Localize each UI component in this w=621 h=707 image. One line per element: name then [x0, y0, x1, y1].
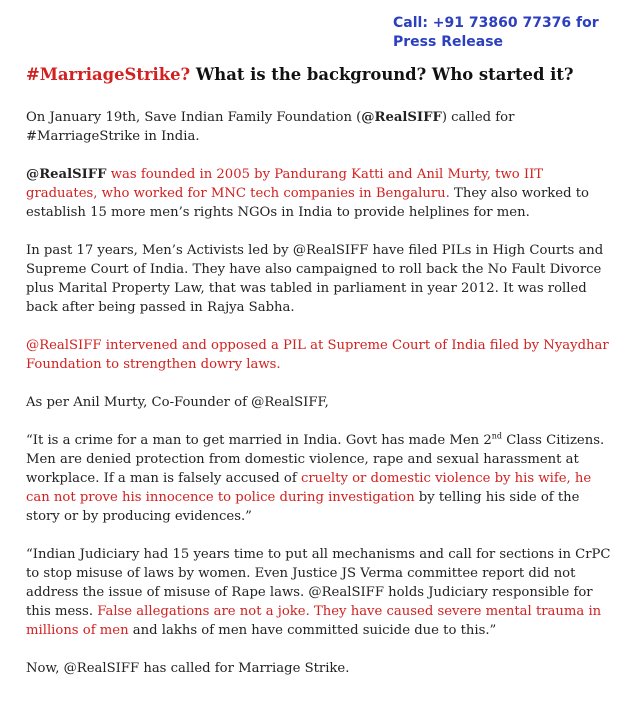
quote-first-highlight: cruelty or domestic violence by his wife, he can not prove his innocence to police during investigation: [26, 471, 592, 505]
quote-first-text-b: Class Citizens. Men are denied protection from domestic violence, rape and sexual harassment at workplace. If a man is falsely accused of: [26, 433, 605, 486]
article-body: [26, 108, 614, 697]
quote-second-text-b: and lakhs of men have committed suicide due to this.”: [128, 623, 497, 638]
paragraph-call-text-a: On January 19th, Save Indian Family Foundation (: [26, 110, 362, 125]
press-contact-phone: Call: +91 73860 77376 for: [393, 15, 599, 31]
paragraph-founding: [26, 165, 614, 222]
quote-second-highlight: False allegations are not a joke. They have caused severe mental trauma in millions of men: [26, 604, 602, 638]
founding-highlight: was founded in 2005 by Pandurang Katti and Anil Murty, two IIT graduates, who worked for MNC tech companies in Bengaluru.: [26, 167, 544, 201]
paragraph-call-text-b: ) called for #MarriageStrike in India.: [26, 110, 515, 144]
quote-second: [26, 545, 614, 640]
press-contact-label: Press Release: [393, 34, 504, 50]
paragraph-conclusion: Now, @RealSIFF has called for Marriage Strike.: [26, 661, 350, 676]
paragraph-call: [26, 108, 614, 146]
handle-mention: @RealSIFF: [361, 110, 442, 125]
paragraph-attribution: As per Anil Murty, Co-Founder of @RealSIFF,: [26, 395, 329, 410]
paragraph-dowry-pil: @RealSIFF intervened and opposed a PIL at Supreme Court of India filed by Nyaydhar Foundation to strengthen dowry laws.: [26, 338, 609, 372]
headline-text: What is the background? Who started it?: [190, 65, 574, 84]
headline: [26, 64, 616, 86]
quote-first-text-a: “It is a crime for a man to get married in India. Govt has made Men 2: [26, 433, 492, 448]
founding-rest: They also worked to establish 15 more men’s rights NGOs in India to provide helplines for men.: [26, 186, 589, 220]
quote-first: [26, 431, 614, 526]
ordinal-suffix: nd: [491, 431, 503, 441]
handle-mention: @RealSIFF: [26, 167, 107, 182]
quote-first-text-c: by telling his side of the story or by producing evidences.”: [26, 490, 580, 524]
headline-hashtag: #MarriageStrike?: [26, 65, 191, 84]
quote-second-text-a: “Indian Judiciary had 15 years time to put all mechanisms and call for sections in CrPC to stop misuse of laws by women. Even Justice JS Verma committee report did not address the issue of misuse of Rape laws. @RealSIFF holds Judiciary responsible for this mess.: [26, 547, 611, 619]
press-contact: [393, 14, 613, 52]
paragraph-history: In past 17 years, Men’s Activists led by @RealSIFF have filed PILs in High Courts and Supreme Court of India. They have also campaigned to roll back the No Fault Divorce plus Marital Property Law, that was tabled in parliament in year 2012. It was rolled back after being passed in Rajya Sabha.: [26, 243, 604, 315]
